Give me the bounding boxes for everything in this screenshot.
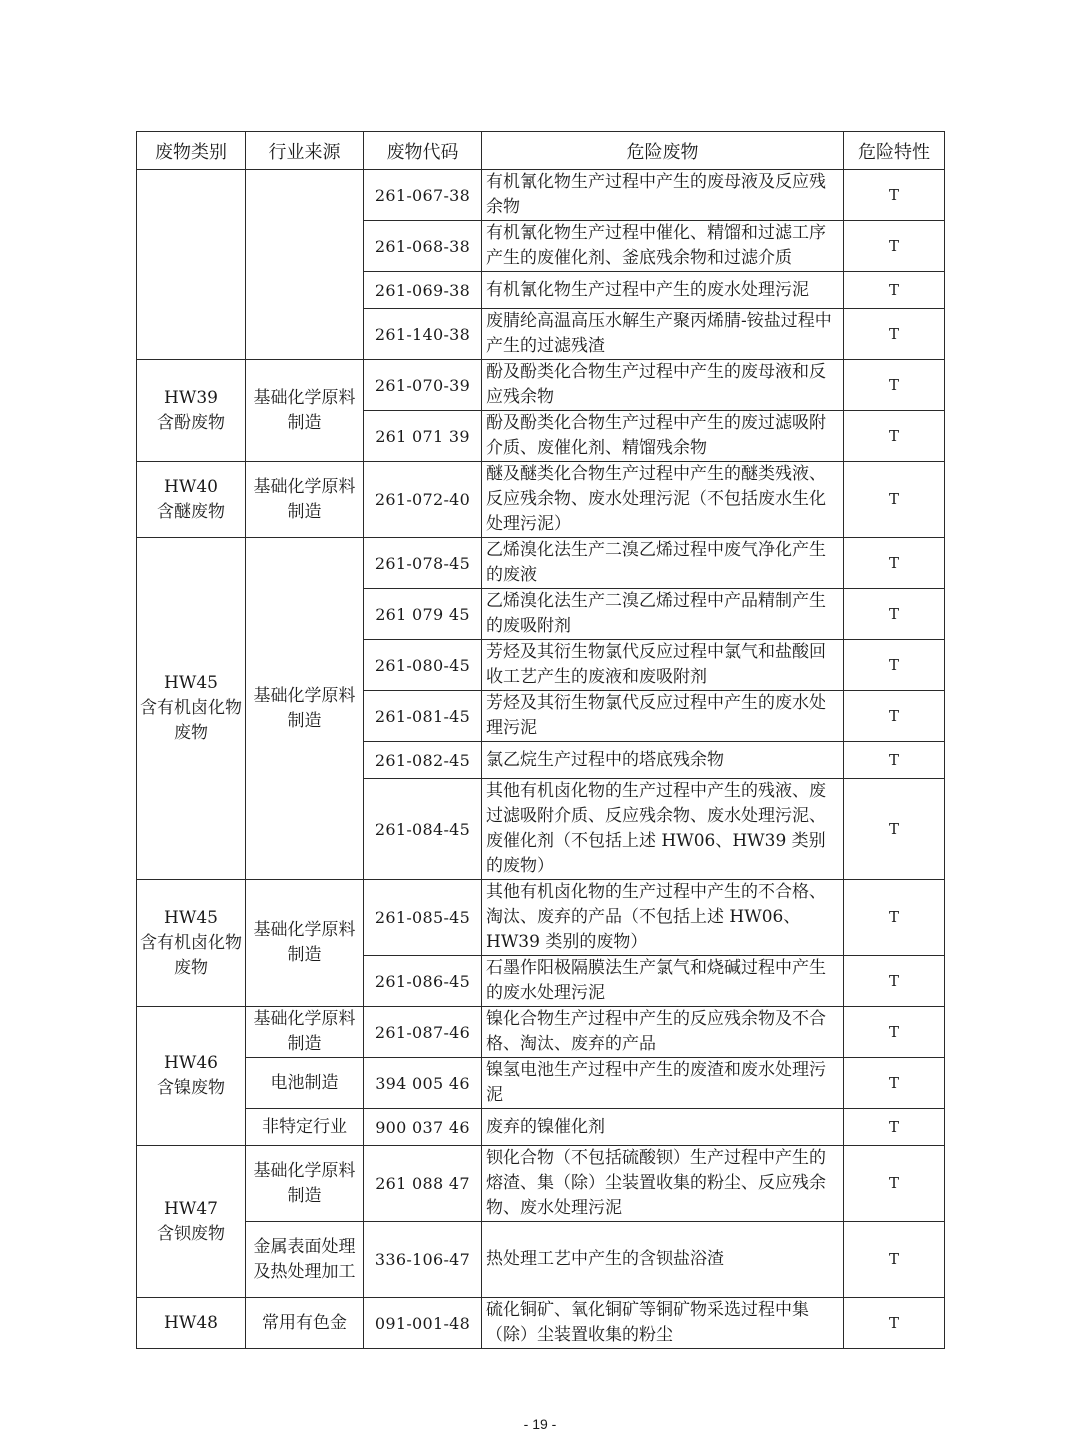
- source-cell: 基础化学原料制造: [246, 1007, 364, 1058]
- characteristic-cell: T: [844, 272, 945, 309]
- characteristic-cell: T: [844, 880, 945, 956]
- header-row: [137, 132, 945, 170]
- category-cell: HW46 含镍废物: [137, 1007, 246, 1146]
- source-cell: 基础化学原料制造: [246, 1146, 364, 1222]
- source-cell: 电池制造: [246, 1058, 364, 1109]
- characteristic-cell: T: [844, 411, 945, 462]
- code-cell: 261 088 47: [364, 1146, 482, 1222]
- characteristic-cell: T: [844, 462, 945, 538]
- characteristic-cell: T: [844, 360, 945, 411]
- characteristic-cell: T: [844, 779, 945, 880]
- waste-cell: 乙烯溴化法生产二溴乙烯过程中废气净化产生的废液: [482, 538, 844, 589]
- characteristic-cell: T: [844, 1146, 945, 1222]
- code-cell: 261-086-45: [364, 956, 482, 1007]
- waste-cell: 镍化合物生产过程中产生的反应残余物及不合格、淘汰、废弃的产品: [482, 1007, 844, 1058]
- code-cell: 261-081-45: [364, 691, 482, 742]
- characteristic-cell: T: [844, 742, 945, 779]
- page-number: - 19 -: [523, 1416, 557, 1432]
- hazardous-waste-table: [136, 131, 945, 1349]
- characteristic-cell: T: [844, 1222, 945, 1298]
- code-cell: 394 005 46: [364, 1058, 482, 1109]
- header-waste-code: 废物代码: [364, 132, 482, 170]
- characteristic-cell: T: [844, 309, 945, 360]
- source-cell: 常用有色金: [246, 1298, 364, 1349]
- waste-cell: 废弃的镍催化剂: [482, 1109, 844, 1146]
- code-cell: 900 037 46: [364, 1109, 482, 1146]
- header-industry-source: 行业来源: [246, 132, 364, 170]
- characteristic-cell: T: [844, 221, 945, 272]
- code-cell: 261-068-38: [364, 221, 482, 272]
- header-hazardous-waste: 危险废物: [482, 132, 844, 170]
- table-row: [137, 1298, 945, 1349]
- source-cell: 基础化学原料制造: [246, 538, 364, 880]
- category-cell: HW47 含钡废物: [137, 1146, 246, 1298]
- waste-cell: 有机氰化物生产过程中产生的废水处理污泥: [482, 272, 844, 309]
- characteristic-cell: T: [844, 1058, 945, 1109]
- category-cell: [137, 170, 246, 360]
- waste-cell: 有机氰化物生产过程中产生的废母液及反应残余物: [482, 170, 844, 221]
- characteristic-cell: T: [844, 170, 945, 221]
- code-cell: 261-082-45: [364, 742, 482, 779]
- waste-cell: 石墨作阳极隔膜法生产氯气和烧碱过程中产生的废水处理污泥: [482, 956, 844, 1007]
- waste-cell: 热处理工艺中产生的含钡盐浴渣: [482, 1222, 844, 1298]
- category-cell: HW48: [137, 1298, 246, 1349]
- table-row: [137, 360, 945, 411]
- waste-cell: 有机氰化物生产过程中催化、精馏和过滤工序产生的废催化剂、釜底残余物和过滤介质: [482, 221, 844, 272]
- characteristic-cell: T: [844, 956, 945, 1007]
- characteristic-cell: T: [844, 1007, 945, 1058]
- code-cell: 091-001-48: [364, 1298, 482, 1349]
- table-row: [137, 1007, 945, 1058]
- waste-cell: 镍氢电池生产过程中产生的废渣和废水处理污泥: [482, 1058, 844, 1109]
- characteristic-cell: T: [844, 640, 945, 691]
- characteristic-cell: T: [844, 1109, 945, 1146]
- waste-cell: 废腈纶高温高压水解生产聚丙烯腈-铵盐过程中产生的过滤残渣: [482, 309, 844, 360]
- table-row: [137, 1222, 945, 1298]
- code-cell: 261-087-46: [364, 1007, 482, 1058]
- header-hazard-characteristic: 危险特性: [844, 132, 945, 170]
- code-cell: 261-072-40: [364, 462, 482, 538]
- characteristic-cell: T: [844, 691, 945, 742]
- waste-cell: 芳烃及其衍生物氯代反应过程中产生的废水处理污泥: [482, 691, 844, 742]
- waste-cell: 乙烯溴化法生产二溴乙烯过程中产品精制产生的废吸附剂: [482, 589, 844, 640]
- table-row: [137, 538, 945, 589]
- table-row: [137, 1109, 945, 1146]
- category-cell: HW45 含有机卤化物废物: [137, 880, 246, 1007]
- source-cell: 基础化学原料制造: [246, 462, 364, 538]
- code-cell: 261-140-38: [364, 309, 482, 360]
- characteristic-cell: T: [844, 589, 945, 640]
- waste-cell: 醚及醚类化合物生产过程中产生的醚类残液、反应残余物、废水处理污泥（不包括废水生化处理污泥）: [482, 462, 844, 538]
- waste-cell: 芳烃及其衍生物氯代反应过程中氯气和盐酸回收工艺产生的废液和废吸附剂: [482, 640, 844, 691]
- code-cell: 261-085-45: [364, 880, 482, 956]
- source-cell: 非特定行业: [246, 1109, 364, 1146]
- table-row: [137, 1058, 945, 1109]
- code-cell: 261-078-45: [364, 538, 482, 589]
- code-cell: 261 071 39: [364, 411, 482, 462]
- waste-cell: 酚及酚类化合物生产过程中产生的废母液和反应残余物: [482, 360, 844, 411]
- waste-cell: 硫化铜矿、氧化铜矿等铜矿物采选过程中集（除）尘装置收集的粉尘: [482, 1298, 844, 1349]
- category-cell: HW39 含酚废物: [137, 360, 246, 462]
- code-cell: 261-080-45: [364, 640, 482, 691]
- code-cell: 261-070-39: [364, 360, 482, 411]
- source-cell: 基础化学原料制造: [246, 880, 364, 1007]
- characteristic-cell: T: [844, 538, 945, 589]
- source-cell: [246, 170, 364, 360]
- category-cell: HW40 含醚废物: [137, 462, 246, 538]
- category-cell: HW45 含有机卤化物废物: [137, 538, 246, 880]
- waste-cell: 酚及酚类化合物生产过程中产生的废过滤吸附介质、废催化剂、精馏残余物: [482, 411, 844, 462]
- waste-cell: 氯乙烷生产过程中的塔底残余物: [482, 742, 844, 779]
- code-cell: 261-067-38: [364, 170, 482, 221]
- table-row: [137, 462, 945, 538]
- code-cell: 261-069-38: [364, 272, 482, 309]
- code-cell: 336-106-47: [364, 1222, 482, 1298]
- waste-cell: 其他有机卤化物的生产过程中产生的不合格、淘汰、废弃的产品（不包括上述 HW06、HW39 类别的废物）: [482, 880, 844, 956]
- source-cell: 金属表面处理及热处理加工: [246, 1222, 364, 1298]
- waste-cell: 其他有机卤化物的生产过程中产生的残液、废过滤吸附介质、反应残余物、废水处理污泥、废催化剂（不包括上述 HW06、HW39 类别的废物）: [482, 779, 844, 880]
- table-row: [137, 880, 945, 956]
- code-cell: 261 079 45: [364, 589, 482, 640]
- table-row: [137, 1146, 945, 1222]
- waste-cell: 钡化合物（不包括硫酸钡）生产过程中产生的熔渣、集（除）尘装置收集的粉尘、反应残余物、废水处理污泥: [482, 1146, 844, 1222]
- source-cell: 基础化学原料制造: [246, 360, 364, 462]
- header-category: 废物类别: [137, 132, 246, 170]
- code-cell: 261-084-45: [364, 779, 482, 880]
- table-row: [137, 170, 945, 221]
- characteristic-cell: T: [844, 1298, 945, 1349]
